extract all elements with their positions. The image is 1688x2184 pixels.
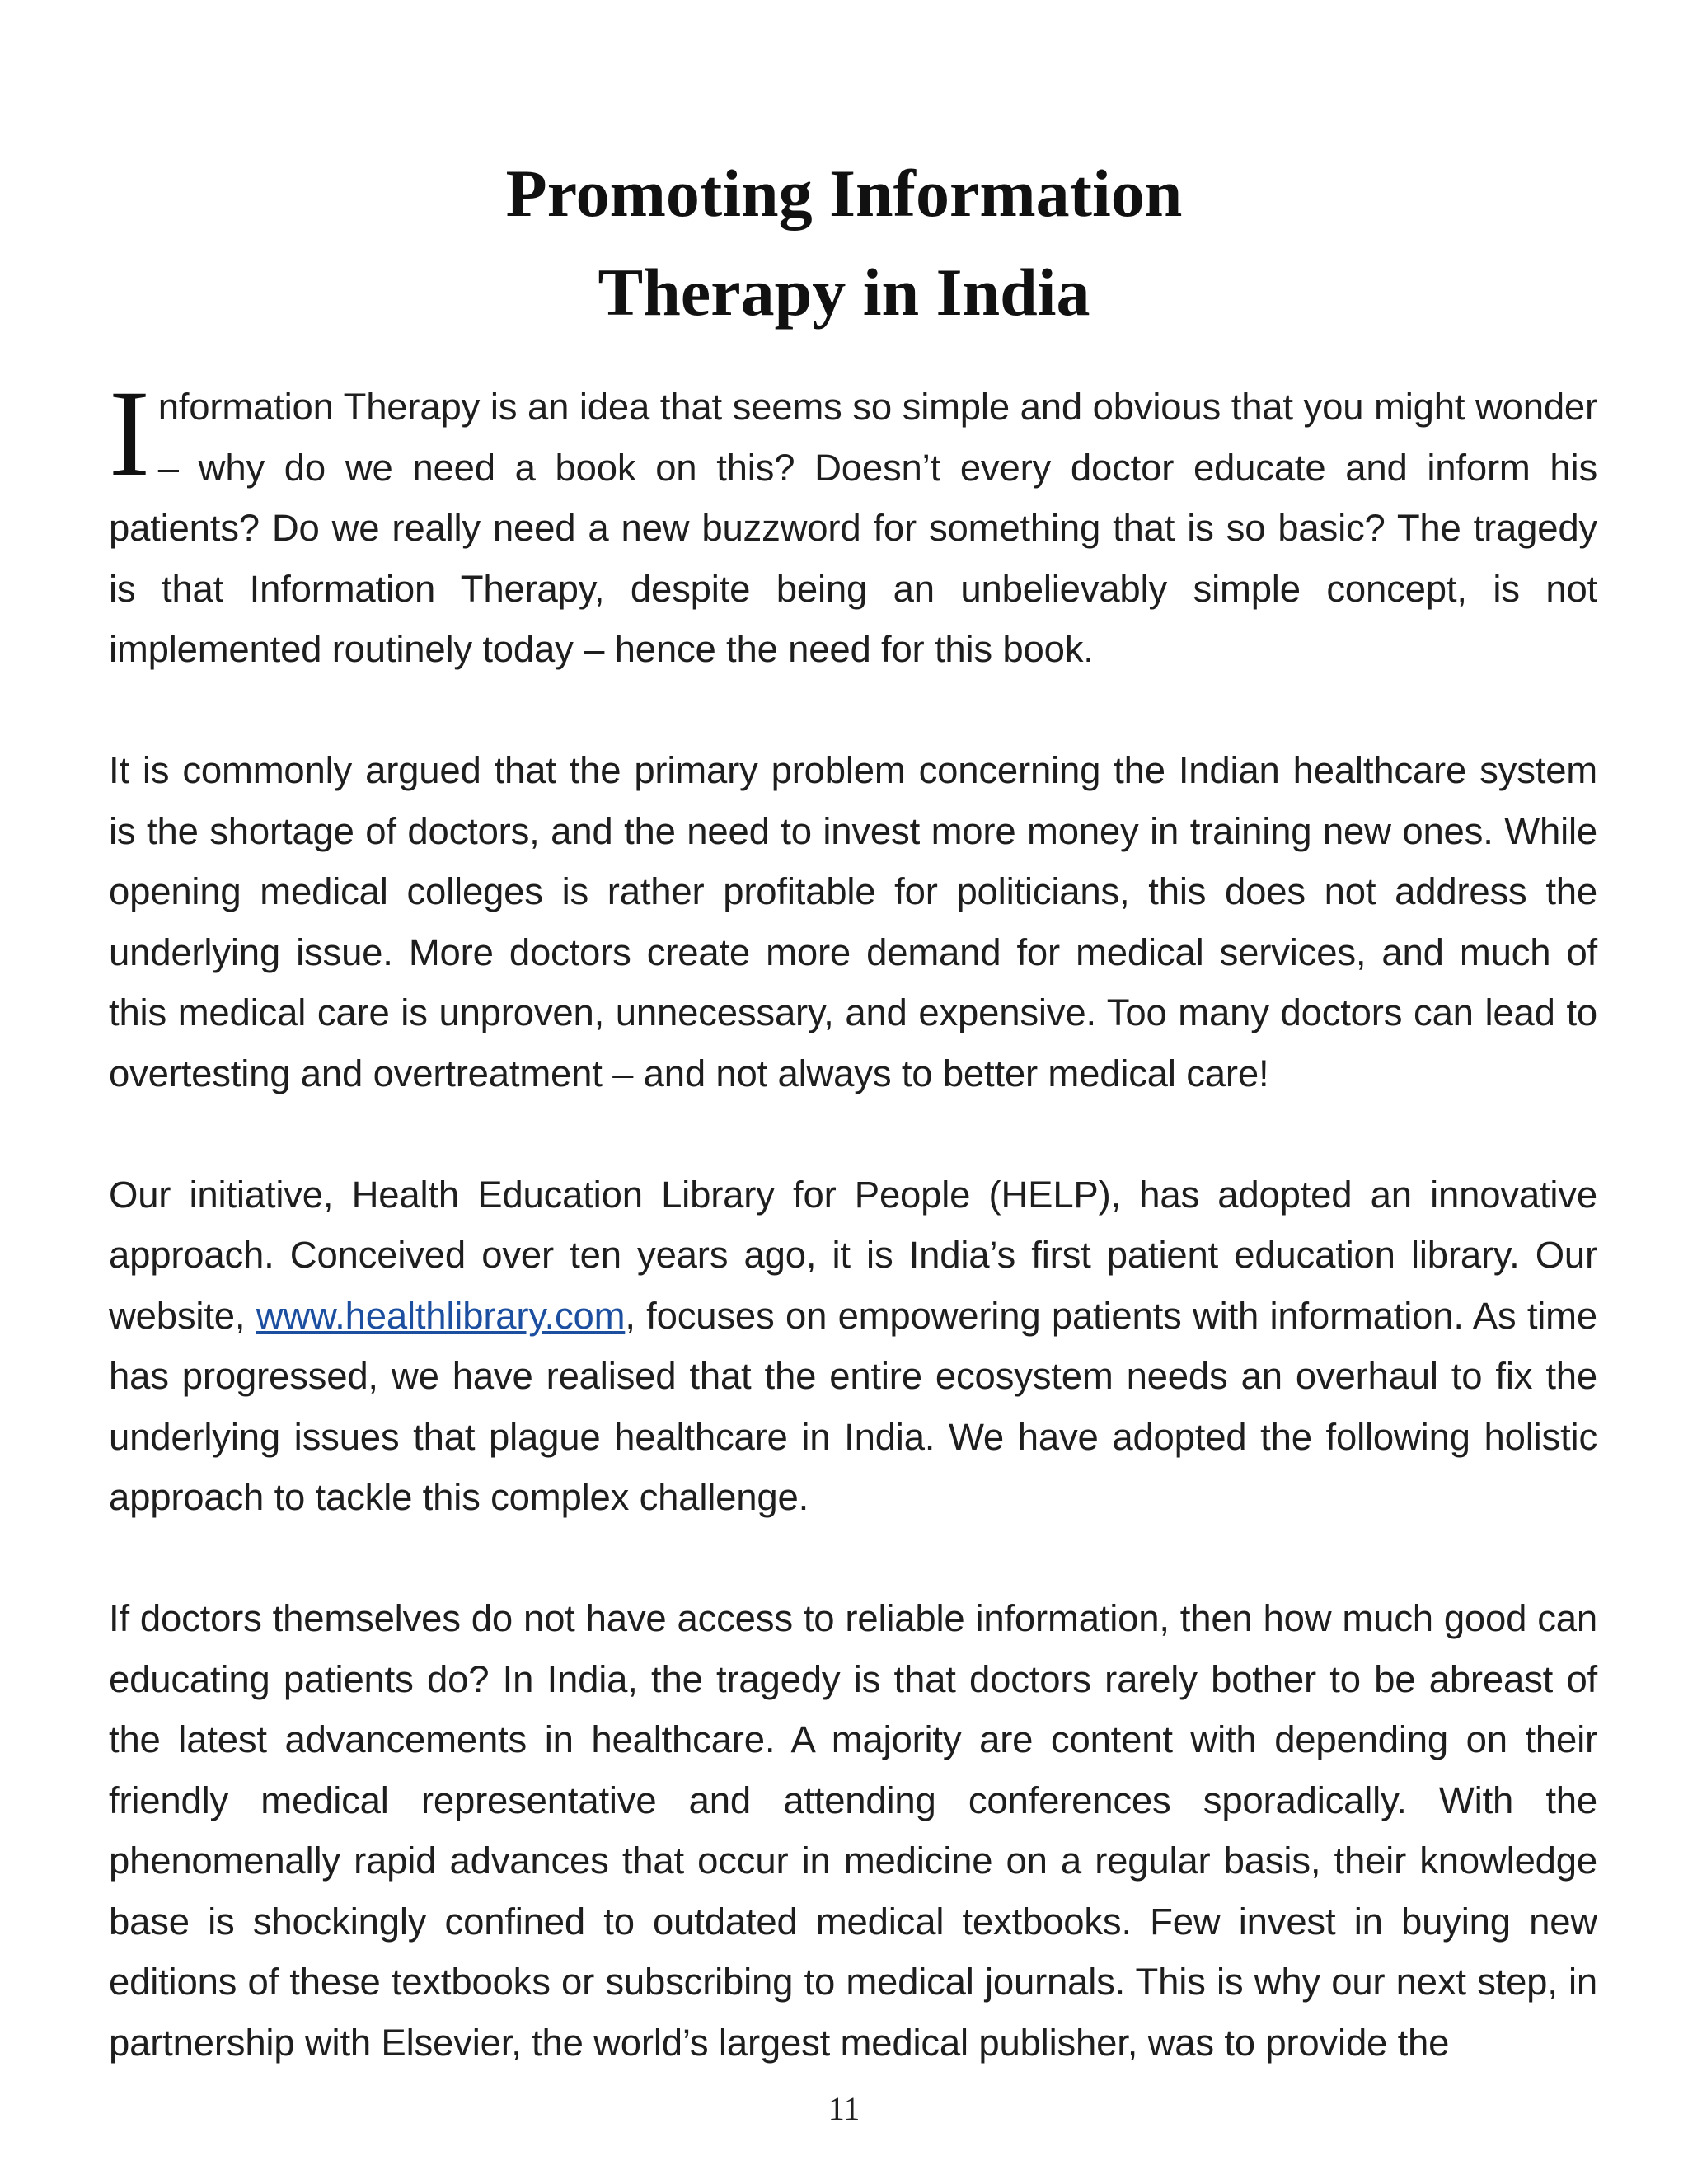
page-title <box>0 144 1688 342</box>
paragraph-4: If doctors themselves do not have access to reliable information, then how much good can educating patients do? In India, the tragedy is that doctors rarely bother to be abreast of the latest advancements in healthcare. A majority are content with depending on their friendly medical representative and attending conferences sporadically. With the phenomenally rapid advances that occur in medicine on a regular basis, their knowledge base is shockingly confined to outdated medical textbooks. Few invest in buying new editions of these textbooks or subscribing to medical journals. This is why our next step, in partnership with Elsevier, the world’s largest medical publisher, was to provide the <box>109 1597 1597 2064</box>
page-title-line-1: Promoting Information <box>505 156 1183 231</box>
paragraph-3 <box>109 1165 1597 1528</box>
paragraph-1-text: nformation Therapy is an idea that seems so simple and obvious that you might wonder – why do we need a book on this? Doesn’t every doctor educate and inform his patients? Do we really need a new buzzword for something that is so basic? The tragedy is that Information Therapy, despite being an unbelievably simple concept, is not implemented routinely today – hence the need for this book. <box>109 386 1597 670</box>
paragraph-1 <box>109 365 1597 680</box>
paragraph-3-text-before-link: Our initiative, Health Education Library for People (HELP), has adopted an innovative approach. Conceived over ten years ago, it is India’s first patient education library. Our website, <box>109 1173 1597 1337</box>
body-text <box>109 365 1597 2134</box>
drop-cap: I <box>109 365 150 502</box>
paragraph-3-text-after-link: , focuses on empowering patients with information. As time has progressed, we have realised that the entire ecosystem needs an overhaul to fix the underlying issues that plague healthcare in India. We have adopted the following holistic approach to tackle this complex challenge. <box>109 1294 1597 1518</box>
page-title-line-2: Therapy in India <box>598 255 1090 330</box>
page-number: 11 <box>828 2090 860 2127</box>
paragraph-2: It is commonly argued that the primary problem concerning the Indian healthcare system is the shortage of doctors, and the need to invest more money in training new ones. While opening medical colleges is rather profitable for politicians, this does not address the underlying issue. More doctors create more demand for medical services, and much of this medical care is unproven, unnecessary, and expensive. Too many doctors can lead to overtesting and overtreatment – and not always to better medical care! <box>109 749 1597 1094</box>
health-library-link[interactable]: www.healthlibrary.com <box>256 1294 626 1337</box>
